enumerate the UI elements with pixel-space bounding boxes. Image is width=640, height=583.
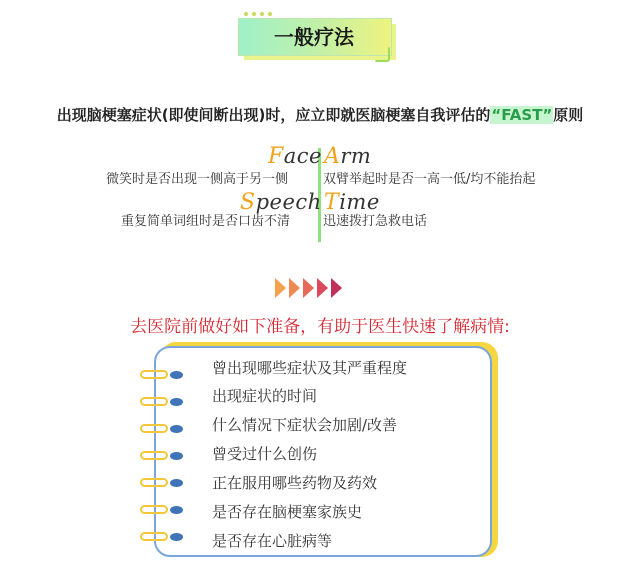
arrow-right-icon: [317, 278, 328, 298]
fast-initial: T: [324, 190, 340, 215]
fast-desc-arm: 双臂举起时是否一高一低/均不能抬起: [323, 172, 536, 187]
fast-highlight: [490, 106, 553, 124]
title-badge: [238, 18, 408, 64]
section-heading: 去医院前做好如下准备，有助于医生快速了解病情:: [130, 317, 510, 337]
binder-ring-icon: [140, 478, 182, 488]
fast-rest: rm: [340, 144, 372, 168]
checklist-item: 正在服用哪些药物及药效: [212, 474, 378, 492]
fast-rest: peech: [255, 190, 322, 214]
checklist-item: 曾受过什么创伤: [212, 445, 318, 463]
fast-desc-face: 微笑时是否出现一侧高于另一侧: [106, 172, 289, 187]
page-title: 一般疗法: [274, 25, 354, 49]
quote-close: ”: [542, 106, 553, 124]
quote-open: “: [491, 106, 502, 124]
intro-text: [0, 104, 640, 125]
fast-rest: ace: [283, 144, 322, 168]
checklist-item: 是否存在心脏病等: [212, 532, 333, 550]
intro-after: 原则: [553, 106, 584, 124]
arrow-right-icon: [303, 278, 314, 298]
arrow-right-icon: [275, 278, 286, 298]
fast-term: FAST: [501, 106, 543, 124]
checklist-item: 曾出现哪些症状及其严重程度: [212, 359, 408, 377]
checklist-item: 什么情况下症状会加剧/改善: [212, 416, 398, 434]
decor-corner-icon: [374, 46, 390, 62]
binder-ring-icon: [140, 424, 182, 434]
fast-initial: F: [268, 144, 284, 169]
binder-ring-icon: [140, 397, 182, 407]
fast-initial: S: [240, 190, 256, 215]
fast-word-arm: [324, 144, 371, 169]
fast-desc-speech: 重复简单词组时是否口齿不清: [121, 214, 291, 229]
binder-ring-icon: [140, 370, 182, 380]
binder-ring-icon: [140, 505, 182, 515]
intro-before: 出现脑梗塞症状(即使间断出现)时，应立即就医脑梗塞自我评估的: [56, 106, 491, 124]
binder-ring-icon: [140, 451, 182, 461]
fast-desc-time: 迅速拨打急救电话: [323, 214, 428, 229]
arrow-right-icon: [289, 278, 300, 298]
fast-initial: A: [324, 144, 341, 169]
checklist-item: 出现症状的时间: [212, 387, 318, 405]
decor-dots-icon: [244, 12, 272, 16]
arrow-right-icon: [331, 278, 342, 298]
fast-rest: ime: [339, 190, 380, 214]
checklist-item: 是否存在脑梗塞家族史: [212, 503, 363, 521]
fast-word-face: [268, 144, 322, 169]
binder-ring-icon: [140, 532, 182, 542]
arrow-right-icons: [275, 278, 342, 298]
